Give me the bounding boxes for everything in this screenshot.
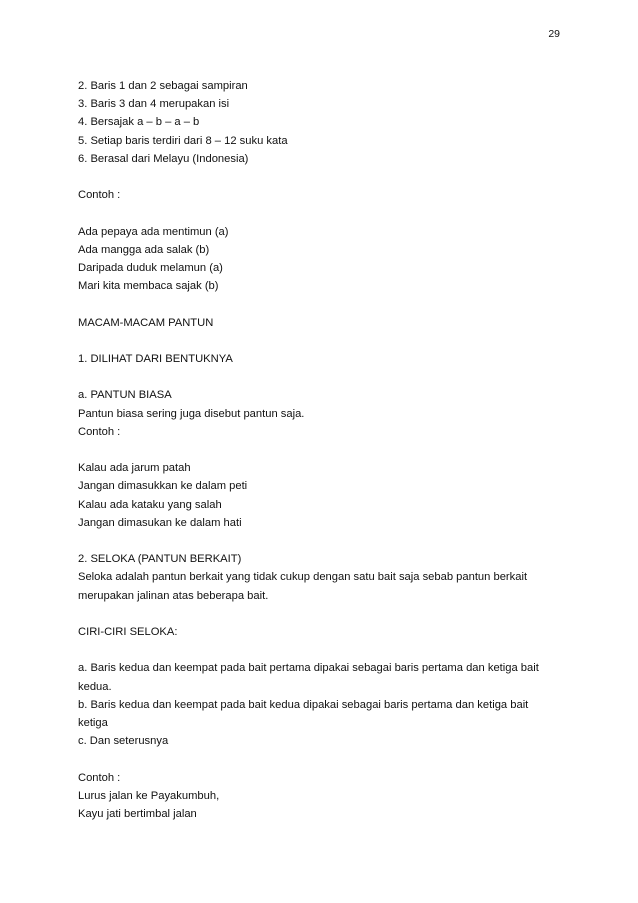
text-line: Kayu jati bertimbal jalan xyxy=(78,807,197,820)
blank-line xyxy=(78,605,568,623)
text-line: ketiga xyxy=(78,716,108,729)
text-line: 2. Baris 1 dan 2 sebagai sampiran xyxy=(78,80,248,92)
blank-line xyxy=(78,295,568,313)
text-line: Kalau ada kataku yang salah xyxy=(78,498,222,511)
text-line: 6. Berasal dari Melayu (Indonesia) xyxy=(78,152,249,165)
text-line: b. Baris kedua dan keempat pada bait kedua dipakai sebagai baris pertama dan ketiga bait xyxy=(78,698,529,711)
text-line: c. Dan seterusnya xyxy=(78,735,169,748)
text-line: Contoh : xyxy=(78,189,121,202)
text-line: Lurus jalan ke Payakumbuh, xyxy=(78,789,220,802)
text-line: Pantun biasa sering juga disebut pantun saja. xyxy=(78,407,305,420)
text-line: 1. DILIHAT DARI BENTUKNYA xyxy=(78,352,233,365)
blank-line xyxy=(78,441,568,459)
blank-line xyxy=(78,368,568,386)
text-line: Contoh : xyxy=(78,771,121,784)
text-line: 3. Baris 3 dan 4 merupakan isi xyxy=(78,98,230,111)
text-line: Kalau ada jarum patah xyxy=(78,462,191,475)
text-line: 5. Setiap baris terdiri dari 8 – 12 suku kata xyxy=(78,134,288,147)
text-line: Jangan dimasukkan ke dalam peti xyxy=(78,480,248,493)
text-line: Contoh : xyxy=(78,425,121,438)
blank-line xyxy=(78,332,568,350)
text-line: kedua. xyxy=(78,680,112,693)
text-line: a. PANTUN BIASA xyxy=(78,389,172,402)
text-line: a. Baris kedua dan keempat pada bait pertama dipakai sebagai baris pertama dan ketiga bait xyxy=(78,662,539,675)
text-line: Jangan dimasukan ke dalam hati xyxy=(78,516,242,529)
text-line: Daripada duduk melamun (a) xyxy=(78,262,223,274)
text-line: CIRI-CIRI SELOKA: xyxy=(78,625,178,638)
text-line: 4. Bersajak a – b – a – b xyxy=(78,116,200,129)
text-line: Seloka adalah pantun berkait yang tidak cukup dengan satu bait saja sebab pantun berkait xyxy=(78,571,528,584)
blank-line xyxy=(78,204,568,222)
text-line: MACAM-MACAM PANTUN xyxy=(78,316,214,329)
text-line: Ada mangga ada salak (b) xyxy=(78,243,210,256)
blank-line xyxy=(78,641,568,659)
page-number: 29 xyxy=(548,28,560,40)
blank-line xyxy=(78,532,568,550)
blank-line xyxy=(78,750,568,768)
text-line: 2. SELOKA (PANTUN BERKAIT) xyxy=(78,553,242,566)
text-line: merupakan jalinan atas beberapa bait. xyxy=(78,589,269,602)
text-line: Ada pepaya ada mentimun (a) xyxy=(78,225,229,238)
document-body xyxy=(78,77,568,823)
text-line: Mari kita membaca sajak (b) xyxy=(78,280,219,293)
blank-line xyxy=(78,168,568,186)
